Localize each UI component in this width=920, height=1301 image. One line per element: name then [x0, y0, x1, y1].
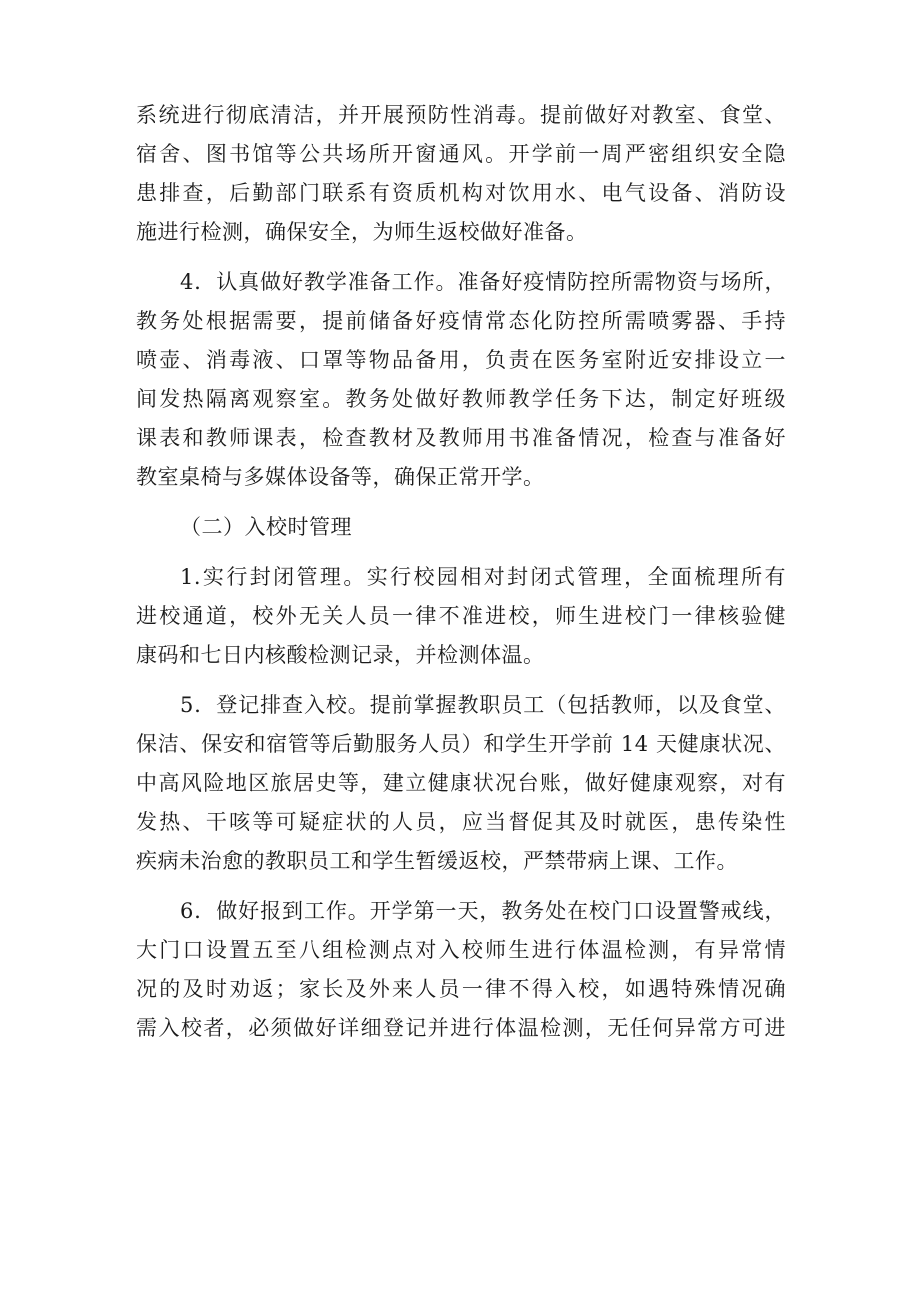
text-line: 进校通道，校外无关人员一律不准进校，师生进校门一律核验健 [136, 604, 786, 628]
paragraph-check-in [136, 892, 786, 1048]
text-line: 疾病未治愈的教职员工和学生暂缓返校，严禁带病上课、工作。 [136, 849, 738, 873]
text-line: 保洁、保安和宿管等后勤服务人员）和学生开学前 14 天健康状况、 [136, 732, 786, 756]
text-line: 1.实行封闭管理。实行校园相对封闭式管理，全面梳理所有 [180, 565, 786, 589]
text-line: 教务处根据需要，提前储备好疫情常态化防控所需喷雾器、手持 [136, 309, 786, 333]
text-line: 课表和教师课表，检查教材及教师用书准备情况，检查与准备好 [136, 426, 786, 450]
section-heading: （二）入校时管理 [180, 515, 352, 539]
text-line: 发热、干咳等可疑症状的人员，应当督促其及时就医，患传染性 [136, 810, 786, 834]
text-line: 施进行检测，确保安全，为师生返校做好准备。 [136, 220, 588, 244]
text-line: 4．认真做好教学准备工作。准备好疫情防控所需物资与场所， [180, 270, 786, 294]
text-line: 况的及时劝返；家长及外来人员一律不得入校，如遇特殊情况确 [136, 977, 786, 1001]
text-line: 宿舍、图书馆等公共场所开窗通风。开学前一周严密组织安全隐 [136, 142, 786, 166]
text-line: 大门口设置五至八组检测点对入校师生进行体温检测，有异常情 [136, 938, 786, 962]
section-heading-entry-management [136, 508, 786, 547]
text-line: 教室桌椅与多媒体设备等，确保正常开学。 [136, 465, 545, 489]
text-line: 中高风险地区旅居史等，建立健康状况台账，做好健康观察，对有 [136, 771, 786, 795]
document-body [136, 96, 786, 1048]
text-line: 喷壶、消毒液、口罩等物品备用，负责在医务室附近安排设立一 [136, 348, 786, 372]
paragraph-teaching-prep [136, 263, 786, 497]
paragraph-closed-management [136, 558, 786, 675]
text-line: 间发热隔离观察室。教务处做好教师教学任务下达，制定好班级 [136, 387, 786, 411]
text-line: 5．登记排查入校。提前掌握教职员工（包括教师，以及食堂、 [180, 693, 786, 717]
text-line: 患排查，后勤部门联系有资质机构对饮用水、电气设备、消防设 [136, 181, 786, 205]
text-line: 系统进行彻底清洁，并开展预防性消毒。提前做好对教室、食堂、 [136, 103, 786, 127]
text-line: 6．做好报到工作。开学第一天，教务处在校门口设置警戒线， [180, 899, 786, 923]
text-line: 康码和七日内核酸检测记录，并检测体温。 [136, 643, 545, 667]
paragraph-registration [136, 686, 786, 881]
paragraph-disinfection [136, 96, 786, 252]
text-line: 需入校者，必须做好详细登记并进行体温检测，无任何异常方可进 [136, 1016, 786, 1040]
